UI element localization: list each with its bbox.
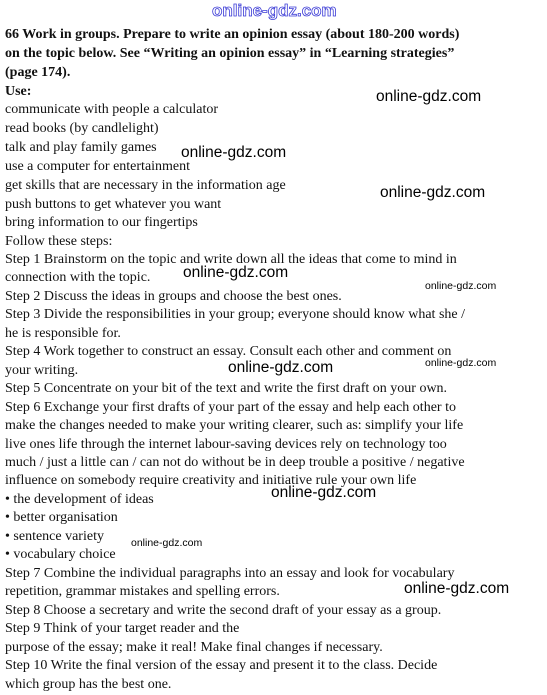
step-line: which group has the best one.: [5, 677, 172, 692]
watermark-top: online-gdz.com: [212, 1, 337, 20]
watermark: online-gdz.com: [376, 88, 482, 105]
watermark: online-gdz.com: [131, 537, 203, 549]
watermark: online-gdz.com: [183, 264, 289, 281]
step-line: connection with the topic.: [5, 270, 151, 285]
step-line: Step 10 Write the final version of the essay and present it to the class. Decide: [5, 658, 438, 673]
step-line: Step 1 Brainstorm on the topic and write down all the ideas that come to mind in: [5, 252, 457, 267]
step-line: live ones life through the internet labour-saving devices rely on technology too: [5, 437, 447, 452]
step-line: he is responsible for.: [5, 326, 121, 341]
use-item: talk and play family games: [5, 140, 157, 155]
step-line: make the changes needed to make your writing clearer, such as: simplify your life: [5, 418, 464, 433]
step-line: Step 6 Exchange your first drafts of your part of the essay and help each other to: [5, 400, 456, 415]
bullet-item: • vocabulary choice: [5, 547, 116, 562]
step-line: much / just a little can / can not do without be in deep trouble a positive / negative: [5, 455, 465, 470]
watermark: online-gdz.com: [425, 357, 497, 369]
watermark: online-gdz.com: [425, 280, 497, 292]
watermark: online-gdz.com: [380, 184, 486, 201]
use-label: Use:: [5, 84, 32, 99]
bullet-item: • sentence variety: [5, 529, 104, 544]
step-line: Step 2 Discuss the ideas in groups and choose the best ones.: [5, 289, 342, 304]
task-header-line-3: (page 174).: [5, 65, 71, 80]
task-header-line-2: on the topic below. See “Writing an opinion essay” in “Learning strategies”: [5, 46, 455, 61]
use-item: use a computer for entertainment: [5, 159, 191, 174]
watermark: online-gdz.com: [271, 484, 377, 501]
use-item: read books (by candlelight): [5, 121, 159, 136]
use-item: get skills that are necessary in the information age: [5, 178, 286, 193]
task-header-line-1: 66 Work in groups. Prepare to write an opinion essay (about 180-200 words): [5, 27, 460, 42]
step-line: your writing.: [5, 363, 79, 378]
use-item: bring information to our fingertips: [5, 215, 198, 230]
step-line: Step 5 Concentrate on your bit of the text and write the first draft on your own.: [5, 381, 448, 396]
use-item: communicate with people a calculator: [5, 102, 219, 117]
bullet-item: • the development of ideas: [5, 492, 154, 507]
bullet-item: • better organisation: [5, 510, 118, 525]
step-line: influence on somebody require creativity and initiative rule your own life: [5, 473, 417, 488]
watermark: online-gdz.com: [404, 580, 510, 597]
step-line: Step 8 Choose a secretary and write the second draft of your essay as a group.: [5, 603, 442, 618]
steps-intro: Follow these steps:: [5, 234, 113, 249]
step-line: Step 7 Combine the individual paragraphs into an essay and look for vocabulary: [5, 566, 455, 581]
step-line: purpose of the essay; make it real! Make final changes if necessary.: [5, 640, 383, 655]
step-line: repetition, grammar mistakes and spelling errors.: [5, 584, 280, 599]
step-line: Step 9 Think of your target reader and the: [5, 621, 240, 636]
step-line: Step 4 Work together to construct an essay. Consult each other and comment on: [5, 344, 452, 359]
watermark: online-gdz.com: [228, 359, 334, 376]
step-line: Step 3 Divide the responsibilities in your group; everyone should know what she /: [5, 307, 465, 322]
watermark: online-gdz.com: [181, 144, 287, 161]
use-item: push buttons to get whatever you want: [5, 197, 222, 212]
